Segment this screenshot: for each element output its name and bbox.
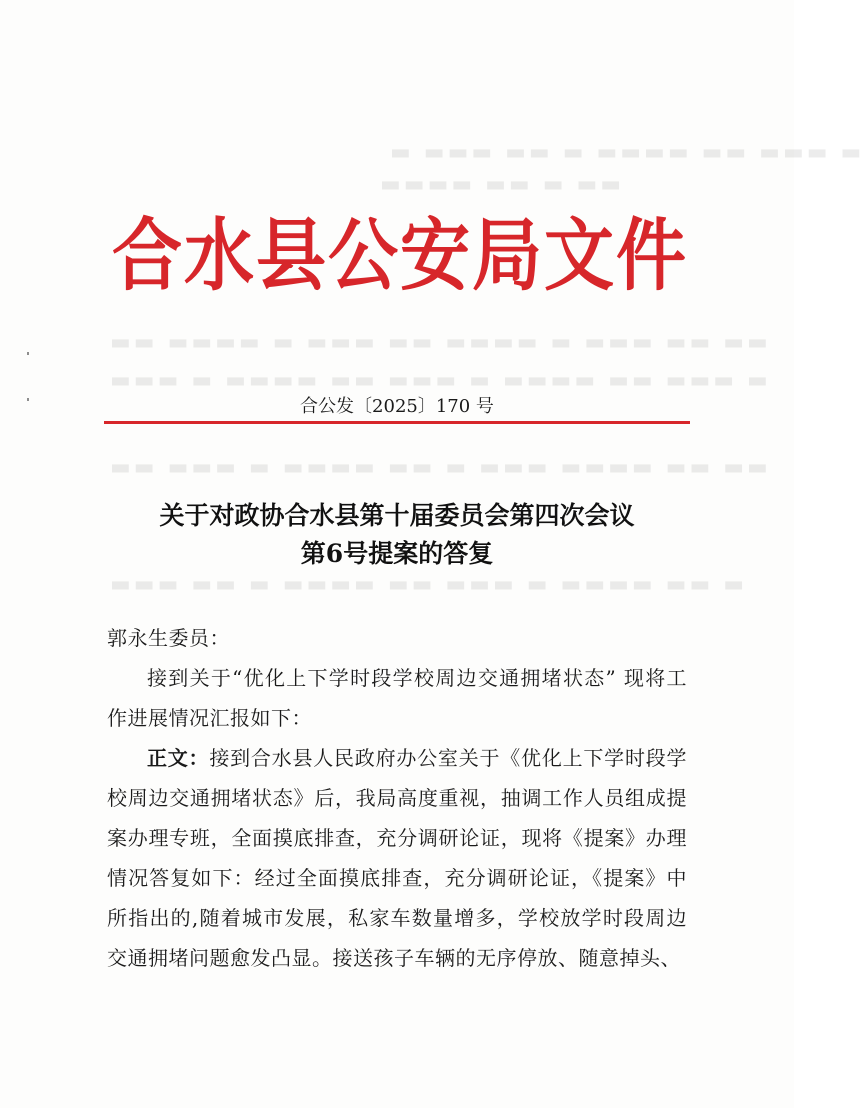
paragraph-main <box>107 738 687 978</box>
bleed-through-line: ▬▬ ▬▬▬ ▬ ▬▬▬▬ ▬▬ ▬ ▬▬▬ ▬▬▬▬ ▬▬ ▬▬ <box>110 455 771 480</box>
bleed-through-line: ▬▬▬ ▬ ▬▬▬▬ ▬▬ ▬▬▬ ▬ ▬▬▬▬ ▬▬ ▬▬▬ ▬ <box>110 368 771 393</box>
document-title <box>90 497 704 573</box>
paragraph-main-text: 接到合水县人民政府办公室关于《优化上下学时段学校周边交通拥堵状态》后，我局高度重视，抽调工作人员组成提案办理专班，全面摸底排查，充分调研论证，现将《提案》办理情况答复如下：经过全面摸底排查，充分调研论证，《提案》中所指出的,随着城市发展，私家车数量增多，学校放学时段周边交通拥堵问题愈发凸显。接送孩子车辆的无序停放、随意掉头、 <box>107 746 688 970</box>
bleed-through-line: ▬▬ ▬▬▬▬ ▬ ▬▬▬ ▬▬ ▬▬▬▬ ▬ ▬▬▬ ▬▬ ▬▬ <box>110 330 771 355</box>
scan-speck <box>27 352 29 355</box>
paragraph-lead-label: 正文： <box>147 746 210 770</box>
masthead-title: 合水县公安局文件 <box>112 209 688 302</box>
bleed-through-line: ▬▬▬▬ ▬▬ ▬ ▬▬ <box>380 172 625 197</box>
bleed-through-line: ▬▬▬ ▬▬ ▬ ▬▬▬▬ ▬▬ ▬▬▬ ▬ ▬▬▬▬ ▬▬ ▬ <box>110 572 748 597</box>
document-number: 合公发〔2025〕170 号 <box>300 396 494 417</box>
title-line-1: 关于对政协合水县第十届委员会第四次会议 <box>159 501 635 530</box>
title-line-2: 第6号提案的答复 <box>300 539 494 568</box>
bleed-through-line: ▬ ▬▬▬ ▬▬ ▬ ▬▬▬▬ ▬▬ ▬▬▬ ▬ <box>390 140 864 165</box>
red-divider-line <box>104 421 690 424</box>
paragraph-intro: 接到关于“优化上下学时段学校周边交通拥堵状态” 现将工作进展情况汇报如下： <box>107 666 687 730</box>
salutation: 郭永生委员： <box>107 626 230 650</box>
document-body <box>107 618 687 978</box>
